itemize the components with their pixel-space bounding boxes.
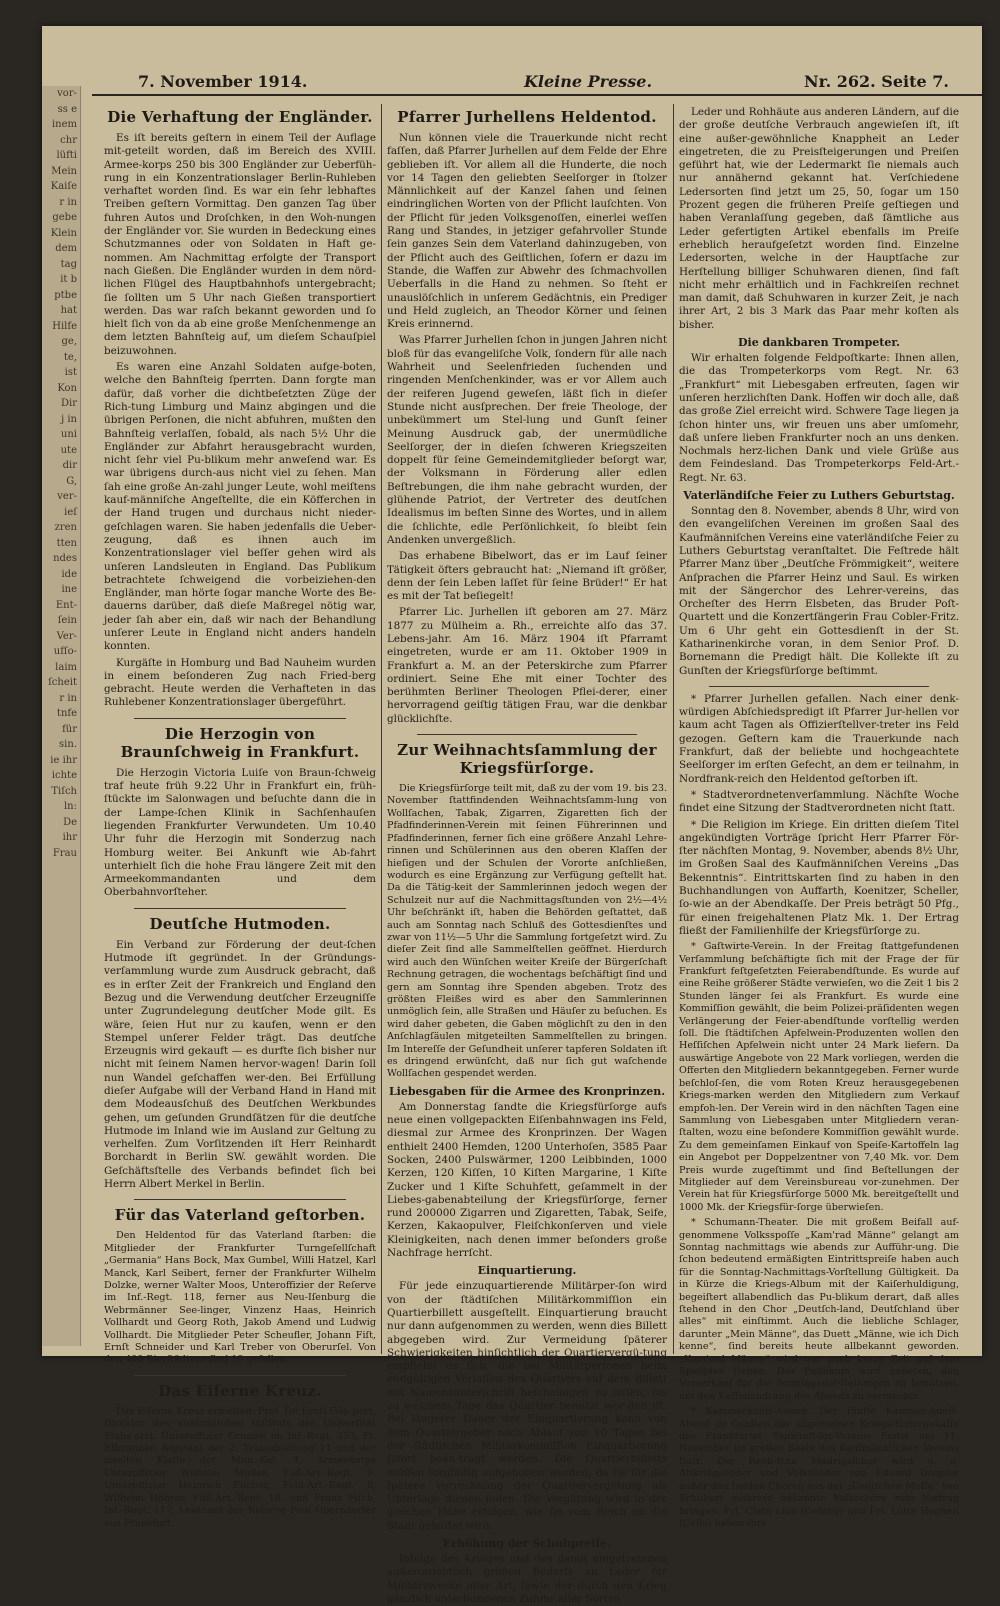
edge-fragment: zren [54, 522, 77, 533]
article-paragraph: Es iſt bereits geſtern in einem Teil der Auflage mit-geteilt worden, daß im Bereich des XVIII. Armee-korps 250 bis 300 Engländer zur Ueberfüh-rung in ein Konzentrationslager Berlin-Ruhleben verhaftet worden ſind. Es war ein ſehr lebhaftes Treiben geſtern Vormittag. Den ganzen Tag über fuhren Autos und Droſchken, in den Woh-nungen der Engländer vor. Sie wurden in Bedeckung eines Schutzmannes oder von Soldaten in Haft ge-nommen. Am Nachmittag erfolgte der Transport nach Gießen. Die Engländer wurden in dem nörd-lichen Flügel des Hauptbahnhofs untergebracht; ſie ſollten um 5 Uhr nach Gießen transportiert werden. Das war raſch bekannt geworden und ſo hielt ſich von da ab eine große Menſchenmenge an dem letzten Bahnſteig auf, um dieſem Schauſpiel beizuwohnen. [104, 132, 376, 357]
article-paragraph: Ein Verband zur Förderung der deut-ſchen Hutmode iſt gegründet. In der Gründungs-verſammlung wurde zum Ausdruck gebracht, daß es in erſter Zeit der Frankreich und England den Bezug und die Verwendung deutſcher Erzeugniſſe unter Zugrundelegung deutſcher Mode gilt. Es wäre, ſeien Hut nur zu kaufen, wenn er den Stempel unſerer Felder trägt. Das deutſche Erzeugnis wird gekauft — es durfte ſich bisher nur nicht mit ſeinem Namen hervor-wagen! Darin ſoll nun Wandel geſchaffen wer-den. Bei Erfüllung dieſer Aufgabe will der Verband Hand in Hand mit dem Modeausſchuß des Deutſchen Werkbundes gehen, um geſunden Grundſätzen für die deutſche Hutmode im Inland wie im Ausland zur Geltung zu verhelfen. Zum Vorſitzenden iſt Herr Reinhardt Borchardt in Berlin SW. gewählt worden. Die Geſchäftsſtelle des Verbands befindet ſich bei Herrn Albert Merkel in Berlin. [104, 938, 376, 1191]
column-1 [104, 106, 376, 1529]
edge-fragment: tnfe [56, 708, 77, 719]
edge-fragment: gebe [52, 212, 77, 223]
edge-fragment: ſcheit [48, 677, 77, 688]
edge-fragment: dem [55, 243, 77, 254]
column-rule [381, 104, 382, 1354]
edge-fragment: Frau [52, 847, 77, 859]
section-heading: Liebesgaben für die Armee des Kronprinzen. [388, 1084, 666, 1098]
article-separator [417, 734, 637, 735]
edge-fragment: Ent- [55, 599, 77, 611]
edge-fragment: ute [60, 444, 77, 456]
article-paragraph: Pfarrer Lic. Jurhellen iſt geboren am 27. März 1877 zu Mülheim a. Rh., erreichte alſo das 37. Lebens-jahr. Am 16. März 1904 iſt Pfarramt eingetreten, wurde er am 11. Oktober 1909 in Frankfurt a. M. an der Peterskirche zum Pfarrer ordiniert. Seine Ehe mit einer Tochter des berühmten Berliner Theologen Pflei-derer, einer hervorragend geiſtig tätigen Frau, war die denkbar glücklichſte. [387, 606, 667, 725]
edge-fragment: ndes [53, 553, 77, 564]
edge-fragment: j in [61, 413, 77, 425]
news-item: * Kammerkunſt-Abend. Der fünfte Kammer-kunſt-Abend zu Gunſten der allgemeinen Kriegs-fürſorgekaſſe des Frankfurter Tonkünſt-ler-Vereins findet am 11. November im großen Saale des Kaufmänniſchen Vereins ſtatt. Der Reeb-ſche Madrigalchor wird u. a. Altkriegslieder und Volkslieder von Eduard Doepfer außer den beiden Chören aus der „Deutſchen Meſſe“ von Schubert mehrere bekannte Volkschöre zum Vortrag bringen. Frl. Clara Lion (Geſang) und Frl. Lotte Hegheſi (Cello) haben ihre [679, 1406, 959, 1529]
edge-fragment: lüfti [56, 150, 77, 161]
news-item: * Pfarrer Jurhellen gefallen. Nach einer denk-würdigen Abſchiedspredigt iſt Pfarrer Jur-hellen vor kaum acht Tagen als Offizierſtellver-treter ins Feld gezogen. Geſtern kam die Trauerkunde nach Frankfurt, daß der beliebte und hochgeachtete Seelſorger im erſten Gefecht, an dem er teilnahm, in Nordfrank-reich den Heldentod geſtorben iſt. [679, 692, 959, 785]
edge-fragment: für [62, 723, 77, 735]
edge-fragment: it b [60, 274, 77, 285]
edge-fragment: ist [64, 367, 77, 378]
edge-fragment: hat [60, 305, 77, 316]
edge-fragment: Ver- [56, 630, 77, 642]
article-separator [134, 908, 346, 909]
section-heading: Erhöhung der Schuhpreiſe. [442, 1537, 612, 1551]
article-paragraph: Den Heldentod für das Vaterland ſtarben: die Mitglieder der Frankfurter Turngeſellſchaft „Germania“ Hans Bock, Max Gumbel, Willi Hatzel, Karl Manck, Karl Seibert, ferner der Frankfurter Wilhelm Dolzke, werner Walter Moos, Unteroffizier der Reſerve im Inf.-Regt. 118, ferner aus Neu-Iſenburg die Webrmänner See-linger, Vinzenz Haas, Heinrich Vollhardt und Georg Roth, Jakob Amend und Ludwig Vollhardt. Die Mitglieder Peter Scheufler, Johann Fiſt, Ernſt Schneider und Karl Treber von Oberurſel. Von den 400 Bierſtädtern ſind 19 gefallen. [104, 1230, 376, 1366]
article-title: Deutſche Hutmoden. [149, 914, 331, 933]
article-title: Die Verhaftung der Engländer. [107, 108, 373, 126]
section-heading: Die dankbaren Trompeter. [738, 336, 900, 350]
article-paragraph: Wir erhalten folgende Feldpoſtkarte: Ihnen allen, die das Trompeterkorps vom Regt. Nr. 63 „Frankfurt“ mit Liebesgaben erfreuten, ſagen wir unſeren herzlichſten Dank. Hoffen wir doch alle, daß das große Ziel erreicht wird. Schwere Tage liegen ja ſchon hinter uns, wir freuen uns aber umſomehr, daß unſere lieben Frankfurter noch an uns denken. Nochmals herz-lichen Dank und viele Grüße aus dem Feindesland. Das Trompeterkorps Feld-Art.-Regt. Nr. 63. [679, 352, 959, 484]
edge-fragment: Kaiſe [50, 181, 77, 192]
edge-fragment: G, [66, 475, 77, 487]
edge-fragment: ss e [57, 103, 77, 115]
edge-fragment: Klein [50, 227, 77, 239]
article-paragraph: Die Herzogin Victoria Luiſe von Braun-ſchweig traf heute früh 9.22 Uhr in Frankfurt ein, früh-ſtückte im Salonwagen und beſuchte dann die in der Lampe-ſchen Klinik in Sachſenhauſen liegenden Frankfurter Verwundeten. Um 10.40 Uhr fuhr die Herzogin mit Sonderzug nach Homburg weiter. Bei Ankunft wie Ab-fahrt unterhielt ſich die hohe Frau längere Zeit mit den Armeekommandanten und dem Oberbahnvorſteher. [104, 766, 376, 899]
edge-fragment: tag [60, 258, 77, 270]
edge-fragment: ln: [63, 801, 77, 812]
article-title: Zur Weihnachtsſammlung der Kriegsfürſorge. [397, 741, 657, 778]
article-paragraph: Für jede einzuquartierende Militärper-ſon wird von der ſtädtiſchen Militärkommiſſion ein Quartierbillett ausgeſtellt. Einquartierung braucht nur dann aufgenommen zu werden, wenn dies Billett abgegeben wird. Zur Vermeidung ſpäterer Schwierigkeiten hinſichtlich der Quartiervergü-tung empfiehlt es ſich, die bei Militärperſonen beim endgültigen Verlaſſen des Quartiers auf dem Billett mit Namensunterſchrift beſcheinigen zu laſſen, bis zu welchem Tage das Quartier benutzt wor-den iſt. Bei längerer Dauer der Einquartierung kann von dem Quartiergeber nach Ablauf von 10 Tagen bei der ſtädtiſchen Militärkommiſſion Einquartierung ſofort bean-tragt werden. Die Quartierbilletts müſſen ſorgfältig aufgehoben werden, da ſie für die ſpätere Verrechnung der Quartiervergütung als Unterlage dienen ſollen. Die Vergütung wird in der gleichen Höhe erfolgen, wie ſie vom Reich an die Stadt geleiſtet wird. [387, 1280, 667, 1532]
article-paragraph: Sonntag den 8. November, abends 8 Uhr, wird von den evangeliſchen Vereinen im großen Saal des Kaufmänniſchen Vereins eine vaterländiſche Feier zu Luthers Geburtstag veranſtaltet. Die Feſtrede hält Pfarrer Manz über „Deutſche Frömmigkeit“, weitere Anſprachen die Pfarrer Heinz und Saul. Es wirken mit der Sängerchor des Lehrer-vereins, das Orcheſter des Herrn Elsbeten, das Bruder Poſt-Quartett und die Konzertſängerin Frau Cobler-Fritz. Um 6 Uhr geht ein Gottesdienſt in der St. Katharinenkirche voran, in dem Senior Prof. D. Bornemann die Predigt hält. Die Kollekte iſt zu Gunſten der Kriegsfürſorge beſtimmt. [679, 505, 959, 677]
edge-fragment: Kon [57, 382, 77, 394]
article-title: Für das Vaterland geſtorben. [114, 1206, 366, 1225]
previous-page-edge [42, 86, 81, 1346]
edge-fragment: te, [63, 351, 77, 363]
edge-fragment: ichte [51, 770, 77, 781]
column-3 [679, 106, 959, 1529]
article-paragraph: Kurgäſte in Homburg und Bad Nauheim wurden in einem beſonderen Zug nach Fried-berg gebracht. Heute werden die Verhafteten in das Ruhlebener Konzentrationslager übergeführt. [104, 656, 376, 709]
edge-fragment: ptbe [54, 289, 77, 301]
article-paragraph: Leder und Rohhäute aus anderen Ländern, auf die der große deutſche Verbrauch angewieſen iſt, iſt eine außer-gewöhnliche Knappheit an Leder eingetreten, die zu Preisſteigerungen und Preiſen geführt hat, wie der Ledermarkt ſie niemals auch nur annähernd gekannt hat. Verſchiedene Ledersorten ſind jetzt um 25, 50, ſogar um 150 Prozent gegen die früheren Preiſe geſtiegen und haben Veranlaſſung gegeben, daß ſämtliche aus Leder gefertigten Artikel ebenfalls im Preiſe erheblich heraufgeſetzt worden ſind. Einzelne Ledersorten, welche in der Hauptſache zur Herſtellung billiger Schuhwaren dienen, ſind faſt nicht mehr erhältlich und in Fachkreiſen rechnet man damit, daß Schuhwaren in kurzer Zeit, je nach ihrer Art, 2 bis 3 Mark das Paar mehr koſten als bisher. [679, 106, 959, 331]
edge-fragment: vor- [57, 88, 77, 99]
edge-fragment: inem [51, 119, 77, 130]
edge-fragment: ie ihr [50, 754, 77, 766]
edge-fragment: dir [62, 460, 77, 471]
edge-fragment: Mein [51, 165, 77, 177]
edge-fragment: Dir [61, 398, 77, 409]
article-title: Die Herzogin von Braunſchweig in Frankfurt. [120, 724, 360, 761]
edge-fragment: ine [61, 584, 77, 595]
article-separator [134, 1199, 346, 1200]
issue-number-page: Nr. 262. Seite 7. [804, 72, 949, 91]
edge-fragment: ufſo- [53, 646, 77, 657]
paper-title: Kleine Presse. [524, 72, 653, 91]
edge-fragment: ihr [62, 832, 77, 843]
column-2 [387, 106, 667, 1605]
edge-fragment: sin. [59, 739, 77, 750]
masthead [92, 68, 982, 96]
news-item: * Schumann-Theater. Die mit großem Beifall auf-genommene Volksspoſſe „Kam'rad Männe“ gelangt am Sonntag nachmittags wie abends zur Aufführ-ung. Die ſchon bedeutend ermäßigten Eintrittspreiſe haben auch für die Sonntag-Nachmittags-Vorſtellung Gültigkeit. Da in Kürze die Kriegs-Album mit der Kaiſerhuldigung, begeiſtert allabendlich das Pu-blikum derart, daß alles ſtehend in den Chor „Deutſch-land, Deutſchland über alles“ mit einſtimmt. Auch die liebliche Schlager, darunter „Mein Männe“, das Duett „Männe, wie ich Dich kenne“, ſind bereits heute allbekannt geworden. „Kam'rad Männe“ wird nur noch kurze Zeit auf dem Spielplan ſtehen. Das Publikum wird gebeten, den Vorverkauf für die Sonntagsvor-ſtellungen zu benutzen, um den Kaſſenandrang des Abends zu vermeiden. [679, 1217, 959, 1402]
edge-fragment: ieſ [64, 506, 77, 518]
article-title: Pfarrer Jurhellens Heldentod. [397, 108, 657, 126]
edge-fragment: Tiſch [51, 785, 77, 797]
edge-fragment: ſein [57, 615, 77, 626]
edge-fragment: De [63, 816, 77, 828]
column-rule [673, 104, 674, 1354]
issue-date: 7. November 1914. [138, 72, 308, 91]
newspaper-page [42, 26, 982, 1605]
article-paragraph: Die Kriegsfürſorge teilt mit, daß zu der vom 19. bis 23. November ſtattfindenden Weihnachtsſamm-lung von Wollſachen, Tabak, Zigarren, Zigaretten ſich der Pfadfinderinnen-Verein mit ſeinen Führerinnen und Pfadfinderinnen, ferner ſich eine größere Anzahl Lehre-rinnen und Schülerinnen aus den oberen Klaſſen der hieſigen und der Schulen der Vororte anſchließen, wodurch es eine Ergänzung zur Verfügung geſtellt hat. Da die Tätig-keit der Sammlerinnen jedoch wegen der Schulzeit nur auf die Nachmittagsſtunden von 2½—4½ Uhr beſchränkt iſt, haben die Behörden geſtattet, daß auch am Sonntag nach Schluß des Gottesdienſtes und zwar von 11½—5 Uhr die Sammlung fortgeſetzt wird. Zu dieſer Zeit ſind alle Sammelſtellen geöffnet. Hierdurch wird auch den Wünſchen weiter Kreiſe der Bürgerſchaft Rechnung getragen, die wochentags beſchäftigt ſind und gern am Sonntag ihre Spenden abgeben. Trotz des größten Fleißes wird es aber den Sammlerinnen unmöglich ſein, alle Straßen und Häuſer zu beſuchen. Es wird daher gebeten, die Gaben möglichſt zu den in den Anſchlagſäulen mitgeteilten Sammelſtellen zu bringen. Im Intereſſe der Geſundheit unſerer tapferen Soldaten iſt es dringend erwünſcht, daß nur ſich gut waſchende Wollſachen gespendet werden. [387, 783, 667, 1080]
article-title: Das Eiſerne Kreuz. [158, 1381, 322, 1400]
article-separator [134, 1375, 346, 1376]
edge-fragment: ge, [61, 336, 77, 347]
edge-fragment: laim [55, 661, 77, 673]
article-paragraph: Am Donnerstag ſandte die Kriegsfürſorge aufs neue einen vollgepackten Eiſenbahnwagen ins Feld, diesmal zur Armee des Kronprinzen. Der Wagen enthielt 2400 Hemden, 1200 Unterhoſen, 3585 Paar Socken, 2400 Pulswärmer, 1200 Leibbinden, 1000 Kerzen, 120 Kiſſen, 10 Kiſten Margarine, 1 Kiſte Zucker und 1 Kiſte Schuhfett, geſammelt in der Liebes-gabenabteilung der Kriegsfürſorge, ferner rund 200000 Zigarren und Zigaretten, Tabak, Seife, Kerzen, Kakaopulver, Fleiſchkonſerven und viele Kleinigkeiten, nach denen immer beſonders große Nachfrage herrſcht. [387, 1100, 667, 1260]
article-paragraph: Das Eiſerne Kreuz erhielten: Prof. Dr. Ernſt Göp-pert, Direktor des anatomiſchen Inſtituts der Univerſität Stabs-arzt, Unteroffizier Grunow im Inf.-Regt. 253, Fr. Ellmanner, Adjutant der 2. Trainabteilung 11 und der zweiten Klaſſe der Mun.-Kol. 4, Armeekorps Unteroffizier Wilhelm Müller, Fuß-Art.-Regt. 9, Unteroffizier Heinrich Fiſcher, Feld-Art.-Regt. 8, Wilhelm Höhrer, Fuß-Art.-Regt. 18, und Franz Fiſch, Inf.-Regt. 117, Leutnant der Reſerve Paul Oberndorfer aus Frankfurt. [104, 1405, 376, 1529]
edge-fragment: ide [61, 568, 77, 580]
article-paragraph: Was Pfarrer Jurhellen ſchon in jungen Jahren nicht bloß für das evangeliſche Volk, ſondern für alle nach Wahrheit und Seelenfrieden ſuchenden und ringenden Menſchenkinder, was er vor Allem auch der reiferen Jugend geweſen, läßt ſich in dieſer Stunde nicht ausſprechen. Der freie Theologe, der unbekümmert um Stel-lung und Gunſt ſeiner Meinung Ausdruck gab, der unermüdliche Seelſorger, der in dieſen ſchweren Kriegszeiten doppelt für ſeine Gemeindemitglieder beſorgt war, der Volksmann in Förderung aller edlen Beſtrebungen, die ihm nahe gebracht wurden, der glühende Patriot, der Vertreter des deutſchen Idealismus im beſten Sinne des Wortes, und in allem die ſchlichte, edle Perſönlichkeit, ſo bleibt ſein Andenken unvergeßlich. [387, 334, 667, 546]
news-item: * Gaſtwirte-Verein. In der Freitag ſtattgefundenen Verſammlung beſchäftigte ſich mit der Frage der für Frankfurt feſtgeſetzten Feierabendſtunde. Es wurde auf eine Reihe größerer Städte verwieſen, wo die Zeit 1 bis 2 Stunden länger ſei als Frankfurt. Es wurde eine Kommiſſion gewählt, die beim Polizei-präſidenten wegen Verlängerung der Feier-abendſtunde vorſtellig werden ſoll. Die ſtädtiſchen Apfelwein-Produzenten wollen den Heſſiſchen Apfelwein nicht unter 24 Mark liefern. Da auswärtige Angebote von 22 Mark vorliegen, werden die Offerten den Mitgliedern bekanntgegeben. Ferner wurde beſchloſ-ſen, die vom Roten Kreuz herausgegebenen Kriegs-marken werden den Mitgliedern zum Verkauf empfoh-len. Der Verein wird in den nächſten Tagen eine Sammlung von Liebesgaben unter Mitgliedern veran-ſtalten, wozu eine beſondere Kommiſſion gewählt wurde. Zu dem gemeinſamen Einkauf von Speiſe-Kartoffeln lag ein Angebot per Doppelzentner von 7,40 Mk. vor. Dem Preis wurde zugeſtimmt und ſind Beſtellungen der Mitglieder auf dem Vereinsbureau vor-zunehmen. Der Verein hat für Kriegsfürſorge 5000 Mk. bereitgeſtellt und 1000 Mk. der Kriegsfür-ſorge überwieſen. [679, 941, 959, 1213]
section-heading: Vaterländiſche Feier zu Luthers Geburtstag. [683, 489, 955, 503]
edge-fragment: r in [59, 692, 77, 704]
article-paragraph: Infolge des Krieges und des damit eingetretenen außerordentlich großen Bedarfs an Leder für Militärzwecke aller Art, ſowie der durch den Krieg gänzlich unterbundenen Zufuhr aller Sorten [387, 1553, 667, 1605]
news-item: * Die Religion im Kriege. Ein dritten dieſem Titel angekündigten Vorträge ſpricht Herr Pfarrer För-ſter nächſten Montag, 9. November, abends 8½ Uhr, im Großen Saal des Kaufmänniſchen Vereins „Das Bekenntnis“. Eintrittskarten ſind zu haben in den Buchhandlungen von Auffarth, Koenitzer, Scheller, ſo-wie an der Abendkaſſe. Der Preis beträgt 50 Pfg., für einen freigehaltenen Platz Mk. 1. Der Ertrag fließt der Familienhilfe der Kriegsfürſorge zu. [679, 818, 959, 937]
article-paragraph: Es waren eine Anzahl Soldaten aufge-boten, welche den Bahnſteig ſperrten. Dann forgte man dafür, daß vorher die dichtbeſetzten Züge der Rich-tung Limburg und Mainz abgingen und die übrigen Perſonen, die nicht abfuhren, mußten den Bahnſteig verlaſſen, ſobald, als nach 5½ Uhr die Engländer zur Abfahrt herausgebracht wurden, nicht ſehr viel Pu-blikum mehr anweſend war. Es war übrigens durch-aus nicht viel zu ſehen. Man ſah eine große An-zahl junger Leute, wohl meiſtens kauf-männiſche Angeſtellte, die ein Köfferchen in der Hand trugen und durchaus nicht nieder-geſchlagen waren. Sie haben jedenfalls die Ueber-zeugung, daß es ihnen auch im Konzentrationslager viel beſſer gehen wird als unſeren Landsleuten in England. Das Publikum betrachtete ſchweigend die vorbeiziehen-den Engländer, man hörte ſogar manche Worte des Be-dauerns darüber, daß dieſe Maßregel nötig war, jeder ſah aber ein, daß wir nach der Behandlung unſerer Leute in England nicht anders handeln konnten. [104, 361, 376, 653]
article-separator [134, 718, 346, 719]
section-heading: Einquartierung. [477, 1264, 577, 1278]
edge-fragment: r in [59, 196, 77, 208]
article-separator [709, 686, 929, 687]
edge-fragment: uni [60, 429, 77, 440]
edge-fragment: chr [60, 134, 77, 146]
edge-fragment: Hilfe [52, 320, 77, 332]
edge-fragment: tten [56, 537, 77, 549]
edge-fragment: ver- [57, 491, 77, 502]
news-item: * Stadtverordnetenverſammlung. Nächſte Woche findet eine Sitzung der Stadtverordneten nicht ſtatt. [679, 788, 959, 815]
article-paragraph: Das erhabene Bibelwort, das er im Lauf ſeiner Tätigkeit öfters gebraucht hat: „Niemand iſt größer, denn der ſein Leben laſſet für ſeine Brüder!“ Er hat es mit der Tat beſiegelt! [387, 550, 667, 603]
article-paragraph: Nun können viele die Trauerkunde nicht recht faſſen, daß Pfarrer Jurhellen auf dem Felde der Ehre geblieben iſt. Vor allem all die Hunderte, die noch vor 14 Tagen den geliebten Seelſorger in ſtolzer Männlichkeit auf der Kanzel ſahen und ſeinen eindringlichen Worten von der Pflicht lauſchten. Von der Pflicht für jeden Volksgenoſſen, einerlei weſſen Rang und Standes, in jetziger gefahrvoller Stunde ſein ganzes Sein dem Vaterland dahinzugeben, von der Pflicht auch des Geiſtlichen, ſofern er dazu im Stande, die Waffen zur Abwehr des ſchmachvollen Ueberfalls in die Hand zu nehmen. So ſteht er unauslöſchlich in unſerem Gedächtnis, ein Prediger und Held zugleich, an Theodor Körner und ſeinen Kreis erinnernd. [387, 132, 667, 331]
